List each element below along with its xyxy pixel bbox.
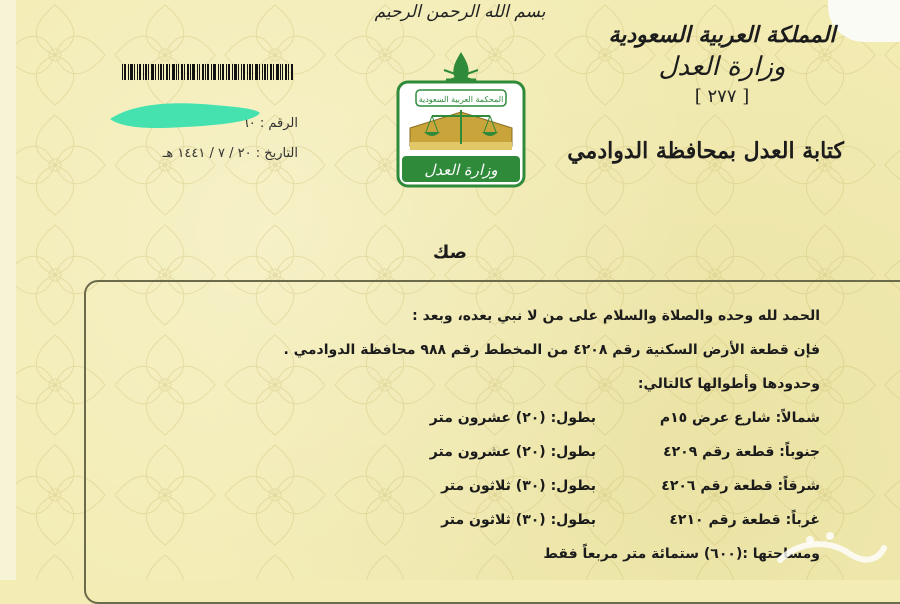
bounds-intro: وحدودها وأطوالها كالتالي: [637,376,820,392]
date-value: ٢٠ / ٧ / ١٤٤١ هـ [162,146,252,161]
ministry-header [592,22,852,107]
boundary-south-length: بطول: (٢٠) عشرون متر [429,444,596,460]
logo-emblem-text: المحكمة العربية السعودية [418,95,504,104]
reference-label: الرقم : [259,116,298,131]
opening-line: الحمد لله وحده والصلاة والسلام على من لا نبي بعده، وبعد : [412,308,820,324]
boundary-east-length: بطول: (٣٠) ثلاثون متر [441,478,596,494]
redaction-mark [104,97,264,133]
ministry-name: وزارة العدل [658,52,786,82]
property-statement: فإن قطعة الأرض السكنية رقم ٤٢٠٨ من المخطط رقم ٩٨٨ محافظة الدوادمي . [283,342,820,358]
document-title: صك [432,242,468,263]
boundary-north-length: بطول: (٢٠) عشرون متر [429,410,596,426]
ministry-of-justice-logo [394,50,528,188]
issuing-office: كتابة العدل بمحافظة الدوادمي [567,138,844,164]
boundary-south-label: جنوباً: قطعة رقم ٤٢٠٩ [663,444,820,460]
area-line: ومساحتها :(٦٠٠) ستمائة متر مربعاً فقط [543,546,820,562]
basmala-heading: بسم الله الرحمن الرحيم [374,2,546,22]
boundary-north-label: شمالاً: شارع عرض ١٥م [659,410,820,426]
date-label: التاريخ : [255,146,298,161]
office-code: [ ٢٧٧ ] [694,86,750,107]
paper-edge [0,0,16,580]
issue-date [118,146,298,161]
watermark-logo [770,520,890,576]
reference-value: ٦٠ [241,116,256,131]
boundary-west-length: بطول: (٣٠) ثلاثون متر [441,512,596,528]
boundary-east-label: شرقاً: قطعة رقم ٤٢٠٦ [661,478,820,494]
kingdom-name: المملكة العربية السعودية [608,22,836,48]
logo-ribbon-text: وزارة العدل [424,161,498,179]
boundary-west-label: غرباً: قطعة رقم ٤٢١٠ [669,512,820,528]
barcode [122,64,294,80]
